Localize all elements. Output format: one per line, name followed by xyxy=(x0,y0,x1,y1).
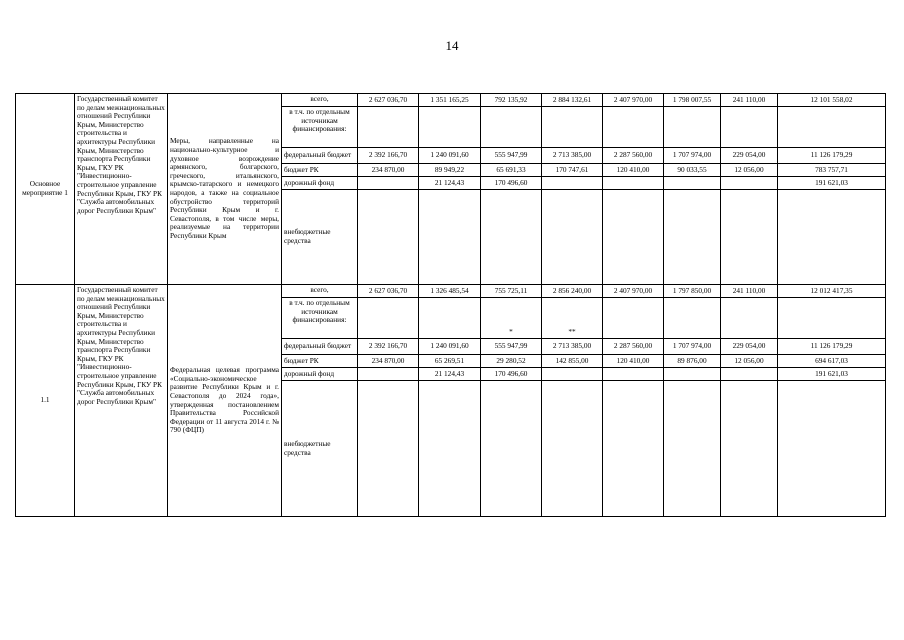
value-cell xyxy=(542,368,603,381)
source-total: всего, xyxy=(282,285,358,298)
value-cell: 191 621,03 xyxy=(778,177,886,190)
value-cell: 170 496,60 xyxy=(481,177,542,190)
value-cell xyxy=(721,177,778,190)
value-cell: 89 876,00 xyxy=(664,355,721,368)
value-cell: 2 713 385,00 xyxy=(542,148,603,164)
value-cell: 21 124,43 xyxy=(419,368,481,381)
source-federal: федеральный бюджет xyxy=(282,339,358,355)
value-cell: 89 949,22 xyxy=(419,164,481,177)
footnote-mark: ** xyxy=(542,298,603,339)
measure-description: Меры, направленные на национально-культурное и духовное возрождение армянского, болгарского, греческого, итальянского, крымско-татарского и немецкого народов, а также на социальное обустройство территорий Республики Крым и г. Севастополя, в том числе меры, реализуемые на территории Республики Крым xyxy=(168,94,282,285)
value-cell xyxy=(481,381,542,517)
source-total: всего, xyxy=(282,94,358,107)
value-cell xyxy=(721,381,778,517)
value-cell: 142 855,00 xyxy=(542,355,603,368)
value-cell xyxy=(778,298,886,339)
value-cell: 11 126 179,29 xyxy=(778,148,886,164)
value-cell: 65 691,33 xyxy=(481,164,542,177)
value-cell xyxy=(419,107,481,148)
value-cell xyxy=(358,190,419,285)
value-cell xyxy=(664,177,721,190)
page-number: 14 xyxy=(445,38,459,53)
value-cell: 12 056,00 xyxy=(721,164,778,177)
value-cell: 2 627 036,70 xyxy=(358,94,419,107)
value-cell xyxy=(603,107,664,148)
value-cell: 2 407 970,00 xyxy=(603,285,664,298)
value-cell: 694 617,03 xyxy=(778,355,886,368)
value-cell: 783 757,71 xyxy=(778,164,886,177)
source-regional: бюджет РК xyxy=(282,355,358,368)
value-cell xyxy=(778,190,886,285)
table-row xyxy=(16,94,886,107)
executor-cell: Государственный комитет по делам межнациональных отношений Республики Крым, Министерство строительства и архитектуры Республики Крым, Министерство транспорта Республики Крым, ГКУ РК "Инвестиционно-строительное управление Республики Крым, ГКУ РК "Служба автомобильных дорог Республики Крым" xyxy=(75,285,168,517)
source-breakdown: в т.ч. по отдельным источникам финансирования: xyxy=(282,107,358,148)
value-cell: 229 054,00 xyxy=(721,148,778,164)
value-cell xyxy=(358,298,419,339)
value-cell: 21 124,43 xyxy=(419,177,481,190)
value-cell: 2 856 240,00 xyxy=(542,285,603,298)
value-cell xyxy=(721,298,778,339)
source-extrabudgetary: внебюджетные средства xyxy=(282,190,358,285)
value-cell xyxy=(664,368,721,381)
value-cell xyxy=(358,381,419,517)
value-cell xyxy=(481,107,542,148)
value-cell: 120 410,00 xyxy=(603,355,664,368)
value-cell xyxy=(664,107,721,148)
value-cell: 2 392 166,70 xyxy=(358,148,419,164)
value-cell xyxy=(778,107,886,148)
value-cell: 2 392 166,70 xyxy=(358,339,419,355)
value-cell xyxy=(542,190,603,285)
value-cell: 1 798 007,55 xyxy=(664,94,721,107)
source-road-fund: дорожный фонд xyxy=(282,177,358,190)
value-cell xyxy=(721,190,778,285)
value-cell: 12 012 417,35 xyxy=(778,285,886,298)
value-cell: 792 135,92 xyxy=(481,94,542,107)
value-cell xyxy=(778,381,886,517)
value-cell xyxy=(542,107,603,148)
value-cell: 1 707 974,00 xyxy=(664,339,721,355)
source-federal: федеральный бюджет xyxy=(282,148,358,164)
value-cell xyxy=(419,298,481,339)
value-cell xyxy=(542,177,603,190)
value-cell: 65 269,51 xyxy=(419,355,481,368)
value-cell xyxy=(481,190,542,285)
value-cell xyxy=(603,177,664,190)
value-cell xyxy=(358,177,419,190)
source-regional: бюджет РК xyxy=(282,164,358,177)
value-cell: 170 496,60 xyxy=(481,368,542,381)
value-cell xyxy=(603,190,664,285)
value-cell: 1 240 091,60 xyxy=(419,148,481,164)
value-cell: 90 033,55 xyxy=(664,164,721,177)
value-cell xyxy=(603,298,664,339)
value-cell: 1 326 485,54 xyxy=(419,285,481,298)
value-cell xyxy=(419,190,481,285)
value-cell: 241 110,00 xyxy=(721,94,778,107)
value-cell: 555 947,99 xyxy=(481,148,542,164)
value-cell: 12 056,00 xyxy=(721,355,778,368)
measure-number: Основное мероприятие 1 xyxy=(16,94,75,285)
value-cell xyxy=(721,368,778,381)
block-measure-1-1 xyxy=(16,285,886,517)
value-cell xyxy=(603,368,664,381)
footnote-mark: * xyxy=(481,298,542,339)
executor-cell: Государственный комитет по делам межнациональных отношений Республики Крым, Министерство строительства и архитектуры Республики Крым, Министерство транспорта Республики Крым, ГКУ РК "Инвестиционно-строительное управление Республики Крым, ГКУ РК "Служба автомобильных дорог Республики Крым" xyxy=(75,94,168,285)
value-cell xyxy=(664,381,721,517)
table-row xyxy=(16,285,886,298)
value-cell xyxy=(358,107,419,148)
value-cell: 11 126 179,29 xyxy=(778,339,886,355)
value-cell: 229 054,00 xyxy=(721,339,778,355)
value-cell: 1 797 850,00 xyxy=(664,285,721,298)
value-cell: 170 747,61 xyxy=(542,164,603,177)
block-main-measure-1 xyxy=(16,94,886,285)
value-cell xyxy=(603,381,664,517)
value-cell: 1 707 974,00 xyxy=(664,148,721,164)
value-cell xyxy=(542,381,603,517)
value-cell xyxy=(419,381,481,517)
value-cell: 234 870,00 xyxy=(358,164,419,177)
value-cell: 120 410,00 xyxy=(603,164,664,177)
value-cell: 2 713 385,00 xyxy=(542,339,603,355)
value-cell: 555 947,99 xyxy=(481,339,542,355)
value-cell: 755 725,11 xyxy=(481,285,542,298)
value-cell xyxy=(358,368,419,381)
value-cell: 1 351 165,25 xyxy=(419,94,481,107)
budget-table xyxy=(15,93,886,517)
value-cell: 2 287 560,00 xyxy=(603,339,664,355)
value-cell: 234 870,00 xyxy=(358,355,419,368)
measure-number: 1.1 xyxy=(16,285,75,517)
value-cell xyxy=(664,298,721,339)
value-cell: 191 621,03 xyxy=(778,368,886,381)
value-cell: 12 101 558,02 xyxy=(778,94,886,107)
value-cell: 241 110,00 xyxy=(721,285,778,298)
value-cell xyxy=(721,107,778,148)
value-cell: 2 884 132,61 xyxy=(542,94,603,107)
value-cell: 1 240 091,60 xyxy=(419,339,481,355)
source-extrabudgetary: внебюджетные средства xyxy=(282,381,358,517)
measure-description: Федеральная целевая программа «Социально-экономическое развитие Республики Крым и г. Севастополя до 2024 года», утвержденная постановлением Правительства Российской Федерации от 11 августа 2014 г. № 790 (ФЦП) xyxy=(168,285,282,517)
source-road-fund: дорожный фонд xyxy=(282,368,358,381)
value-cell: 2 407 970,00 xyxy=(603,94,664,107)
value-cell: 2 627 036,70 xyxy=(358,285,419,298)
value-cell: 2 287 560,00 xyxy=(603,148,664,164)
value-cell xyxy=(664,190,721,285)
source-breakdown: в т.ч. по отдельным источникам финансирования: xyxy=(282,298,358,339)
value-cell: 29 280,52 xyxy=(481,355,542,368)
